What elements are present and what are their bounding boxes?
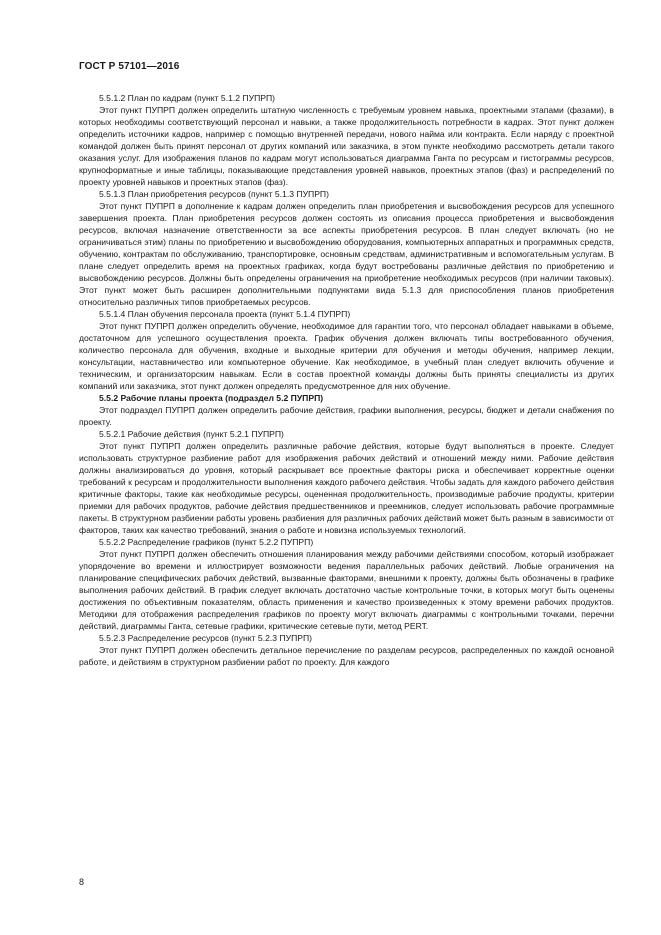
section-heading-5-5-2: 5.5.2 Рабочие планы проекта (подраздел 5.2 ПУПРП) bbox=[99, 393, 324, 403]
paragraph: Этот пункт ПУПРП в дополнение к кадрам должен определить план приобретения и высвобождения ресурсов для успешного завершения проекта. План приобретения ресурсов должен состоять из описания процесса приобретения и высвобождения ресурсов, включая назначение ответственности за все аспекты приобретения ресурсов. В план следует включать (но не ограничиваться этим) планы по приобретению и высвобождению оборудования, компьютерных аппаратных и программных средств, обучению, контрактам по обслуживанию, транспортировке, основным средствам, административным и вспомогательным услугам. В плане следует определить время на проектных графиках, когда будут востребованы различные действия по приобретению и высвобождению ресурсов. Должны быть определены ограничения на приобретение необходимых ресурсов (при наличии таковых). Этот пункт может быть расширен дополнительными подпунктами вида 5.1.3 для приспособления планов приобретения относительно различных типов приобретаемых ресурсов. bbox=[79, 201, 614, 307]
section-heading-5-5-1-2: 5.5.1.2 План по кадрам (пункт 5.1.2 ПУПРП) bbox=[99, 93, 276, 103]
section-heading-5-5-2-3: 5.5.2.3 Распределение ресурсов (пункт 5.2.3 ПУПРП) bbox=[99, 633, 313, 643]
paragraph: Этот пункт ПУПРП должен определить штатную численность с требуемым уровнем навыка, проектными этапами (фазами), в которых необходимы соответствующий персонал и навыки, а также продолжительность потребности в кадрах. Этот пункт должен определить источники кадров, например с помощью внутренней передачи, нового найма или контракта. Если наряду с проектной командой должен быть принят персонал от других компаний или заказчика, в этом пункте необходимо рассмотреть детали такого оказания услуг. Для изображения планов по кадрам могут использоваться диаграмма Ганта по ресурсам и гистограммы ресурсов, крупноформатные и иные таблицы, показывающие представления уровней навыков, проектных этапов (фаз) и распределений по проекту уровней навыков и проектных этапов (фаз). bbox=[79, 105, 614, 187]
page-number: 8 bbox=[79, 877, 85, 887]
section-heading-5-5-1-4: 5.5.1.4 План обучения персонала проекта (пункт 5.1.4 ПУПРП) bbox=[99, 309, 351, 319]
document-body bbox=[79, 92, 614, 668]
document-header: ГОСТ Р 57101—2016 bbox=[79, 61, 180, 72]
section-heading-5-5-1-3: 5.5.1.3 План приобретения ресурсов (пункт 5.1.3 ПУПРП) bbox=[99, 189, 329, 199]
paragraph: Этот пункт ПУПРП должен определить различные рабочие действия, которые будут выполняться в проекте. Следует использовать структурное разбиение работ для изображения рабочих действий и отношений между ними. Рабочие действия должны анализироваться до уровня, который раскрывает все проектные факторы риска и обеспечивает корректные оценки требований к ресурсам и продолжительности выполнения каждого рабочего действия. Чтобы задать для каждого рабочего действия критичные факторы, такие как необходимые ресурсы, оцененная продолжительность, производимые рабочие продукты, критерии приемки для рабочих продуктов, рабочие действия предшественников и преемников, следует использовать рабочие программные пакеты. В структурном разбиении работы уровень разбиения для различных рабочих действий может быть разным в зависимости от факторов, таких как качество требований, знания о работе и новизна используемых технологий. bbox=[79, 441, 614, 535]
section-heading-5-5-2-1: 5.5.2.1 Рабочие действия (пункт 5.2.1 ПУПРП) bbox=[99, 429, 284, 439]
paragraph: Этот пункт ПУПРП должен определить обучение, необходимое для гарантии того, что персонал обладает навыками в объеме, достаточном для успешного осуществления проекта. График обучения должен включать типы востребованного обучения, количество персонала для обучения, входные и выходные критерии для обучения и методы обучения, например лекции, консультации, наставничество или компьютерное обучение. Как необходимое, в учебный план следует включить обучение и техническим, и организаторским навыкам. Если в состав проектной команды должны быть приняты специалисты из других компаний или заказчика, этот пункт должен определять предусмотренное для них обучение. bbox=[79, 321, 614, 391]
section-heading-5-5-2-2: 5.5.2.2 Распределение графиков (пункт 5.2.2 ПУПРП) bbox=[99, 537, 314, 547]
paragraph: Этот пункт ПУПРП должен обеспечить отношения планирования между рабочими действиями способом, который изображает упорядочение во времени и иллюстрирует возможности ведения параллельных рабочих действий. Любые ограничения на планирование специфических рабочих действий, вызванные факторами, внешними к проекту, должны быть обозначены в графике выполнения рабочих действий. В график следует включать достаточно частые контрольные точки, в которых могут быть оценены достижения по объективным показателям, область применения и качество произведенных к этому времени рабочих продуктов. Методики для отображения распределения графиков по проекту могут включать диаграммы с контрольными точками, перечни действий, диаграммы Ганта, сетевые графики, критические сетевые пути, метод PERT. bbox=[79, 549, 614, 631]
paragraph: Этот подраздел ПУПРП должен определить рабочие действия, графики выполнения, ресурсы, бюджет и детали снабжения по проекту. bbox=[79, 405, 614, 427]
paragraph: Этот пункт ПУПРП должен обеспечить детальное перечисление по разделам ресурсов, распределенных по каждой основной работе, и действиям в структурном разбиении работ по проекту. Для каждого bbox=[79, 645, 614, 667]
